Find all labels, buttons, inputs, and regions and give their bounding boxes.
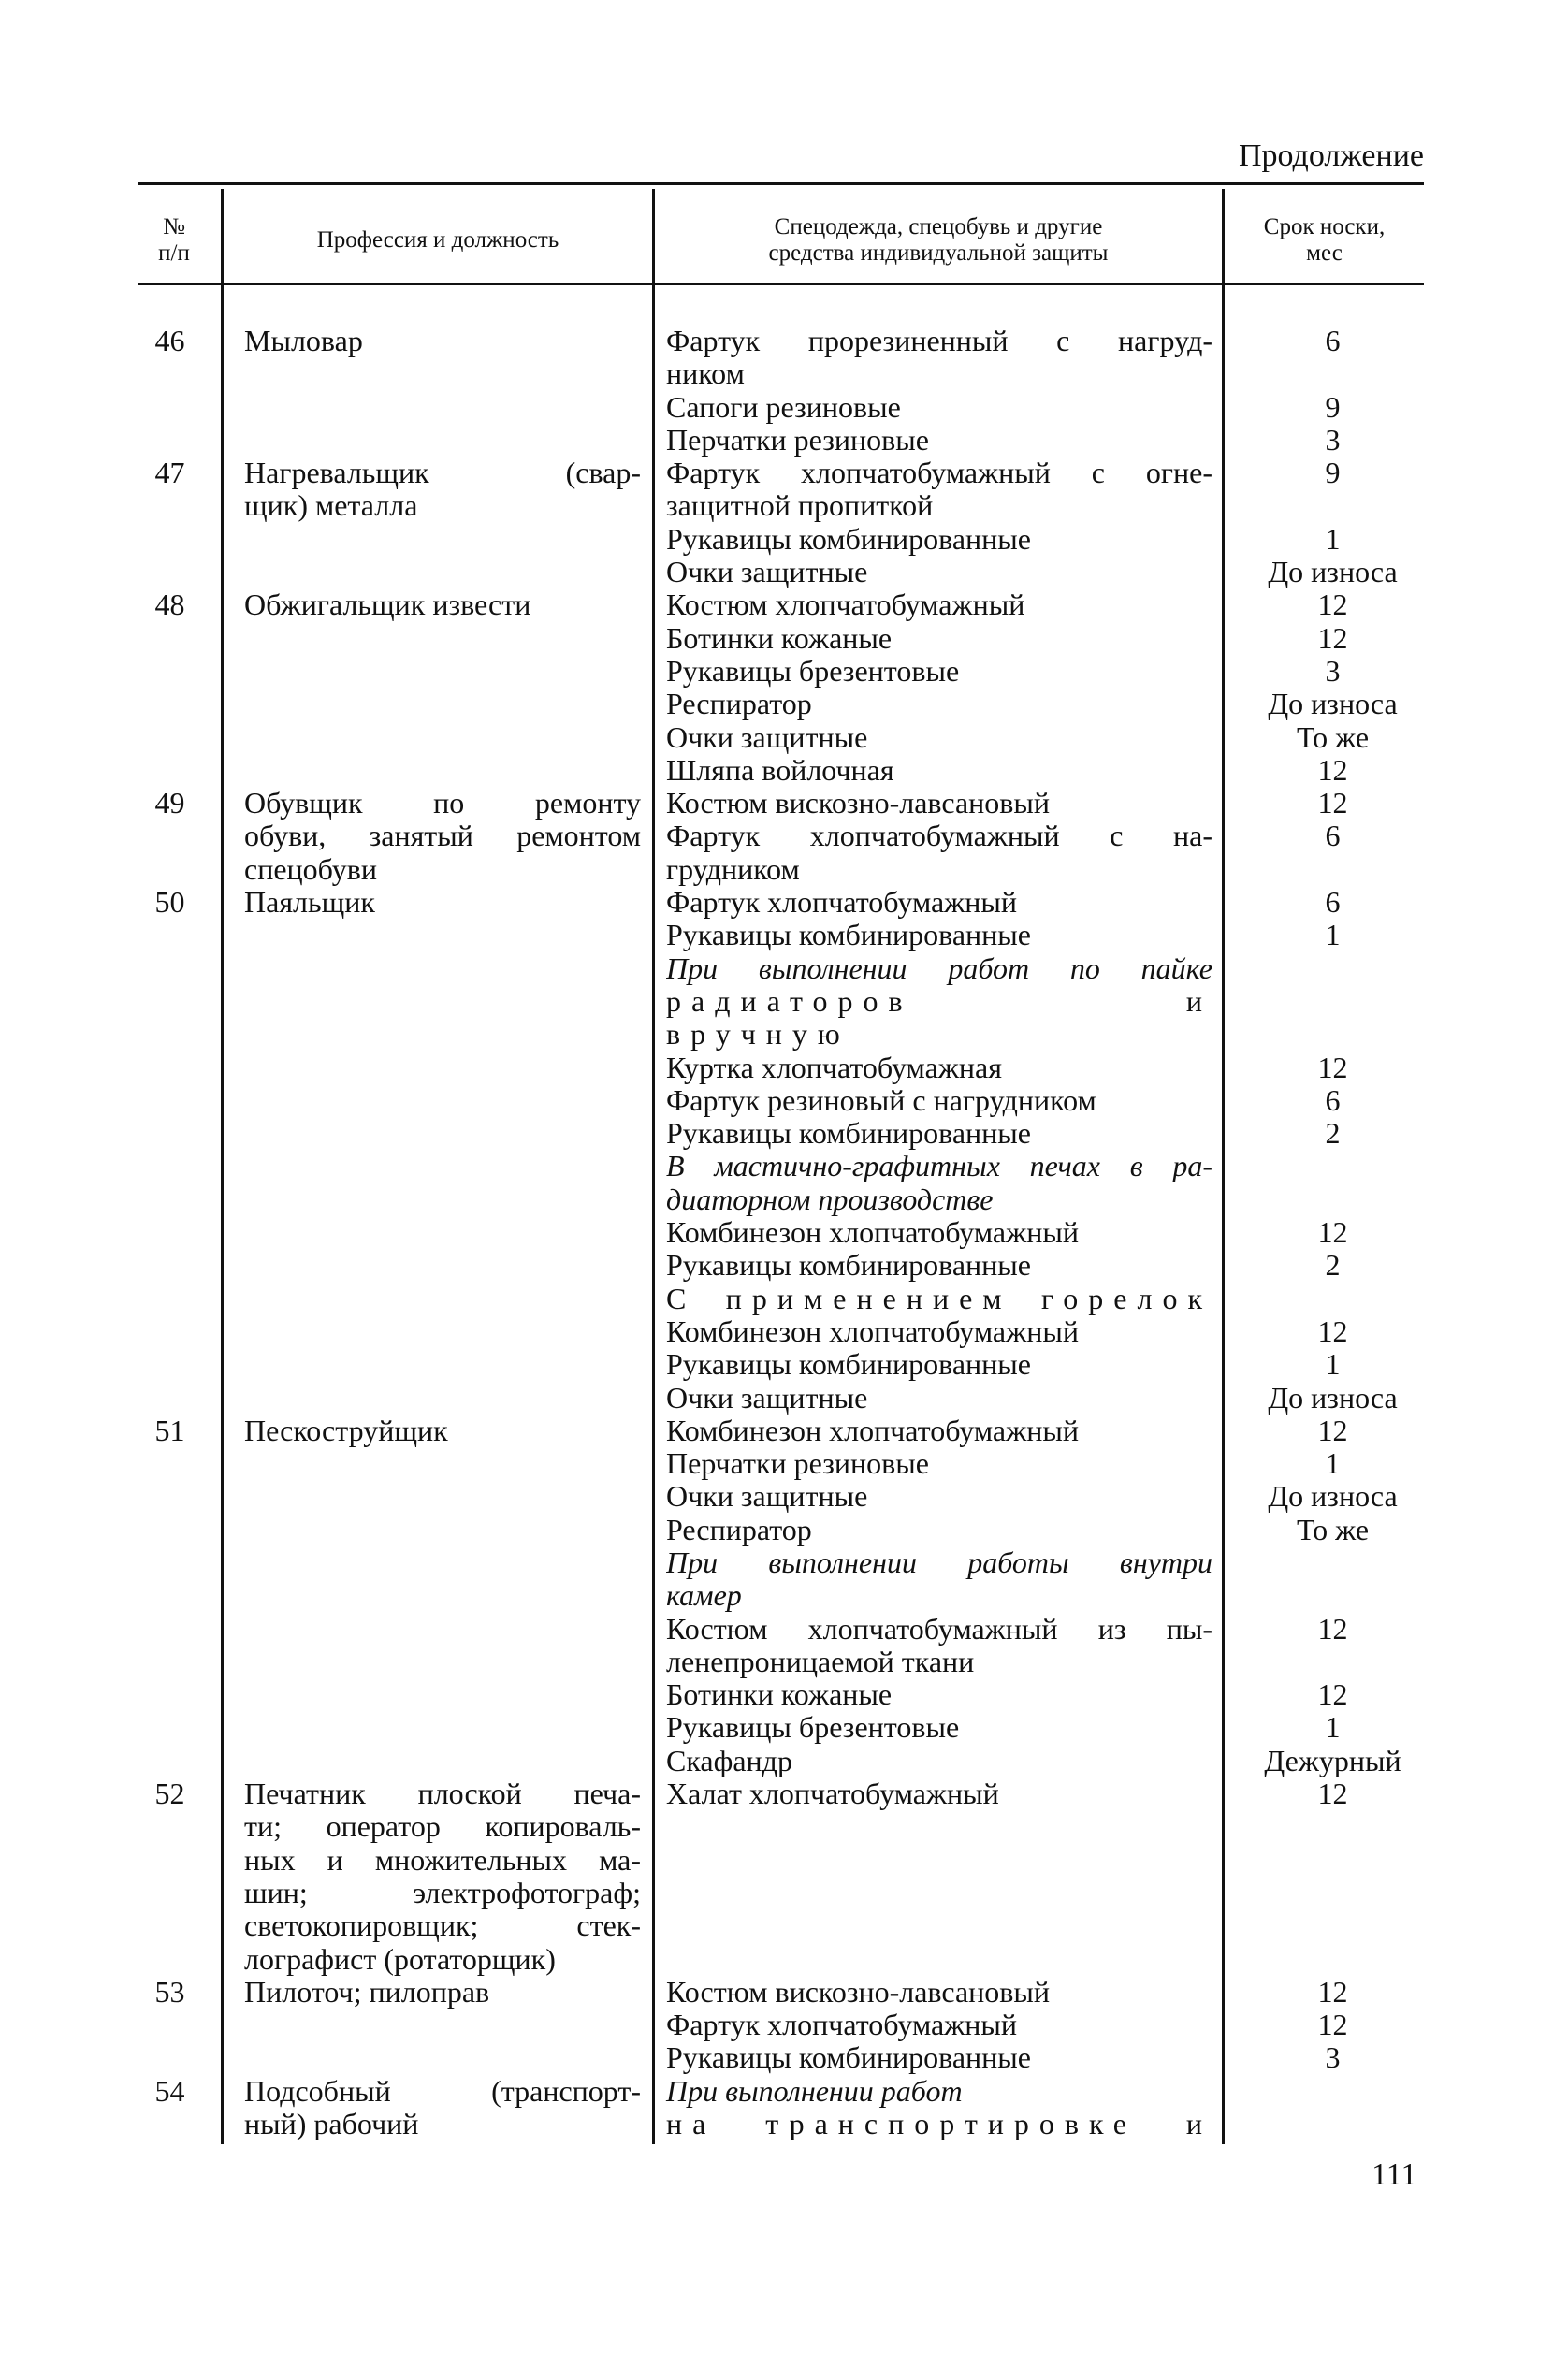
equipment-line: Фартук резиновый с нагрудником [666,1082,1096,1117]
profession-cell [222,886,653,1415]
term-blank [1241,853,1424,886]
header-top-rule [138,182,1424,185]
equipment-line: При выполнении работ [666,2073,963,2108]
term-blank [1241,1150,1424,1182]
term-cell [1223,787,1424,886]
profession-line: лографист (ротаторщик) [244,1941,556,1976]
header-profession [224,200,652,281]
header-equipment-line: Спецодежда, спецобувь и другие [774,214,1103,239]
equipment-line: Рукавицы брезентовые [666,653,960,688]
equipment-line: Очки защитные [666,1479,868,1514]
term-value: 1 [1325,1347,1341,1382]
profession-cell [222,2075,653,2141]
term-value: До износа [1268,1479,1398,1514]
entry-number: 52 [154,1777,185,1811]
header-equipment [655,200,1222,281]
continued-label: Продолжение [1238,138,1424,173]
equipment-line: Рукавицы комбинированные [666,1347,1031,1382]
term-cell [1223,1415,1424,1777]
profession-cell [222,457,653,588]
equipment-line: Костюм хлопчатобумажный [666,588,1025,622]
equipment-cell [653,588,1223,787]
header-bottom-rule [138,283,1424,285]
term-value: Дежурный [1264,1743,1401,1777]
equipment-line: Очки защитные [666,555,868,589]
term-blank [1241,2108,1424,2140]
term-value: 12 [1317,1313,1348,1348]
term-value: До износа [1268,555,1398,589]
term-cell [1223,588,1424,787]
term-blank [1241,489,1424,522]
term-value: 12 [1317,1050,1348,1084]
equipment-line: Комбинезон хлопчатобумажный [666,1313,1079,1348]
equipment-line: При выполнении работ по пайке [666,951,1212,985]
profession-line: ных и множительных ма- [244,1843,641,1877]
term-cell [1223,457,1424,588]
table-row [138,787,1424,886]
term-blank [1241,1579,1424,1612]
header-term [1225,200,1424,281]
profession-line: Печатник плоской печа- [244,1777,641,1811]
term-value: 9 [1325,389,1341,424]
entry-number: 51 [154,1413,185,1447]
header-profession-line: Профессия и должность [316,227,559,253]
profession-line: обуви, занятый ремонтом [244,820,641,853]
equipment-line: Фартук прорезиненный с нагруд- [666,325,1212,357]
equipment-line: Ботинки кожаные [666,1677,893,1712]
header-num-line: № [163,214,185,239]
profession-line: Паяльщик [244,885,375,920]
equipment-line: защитной пропиткой [666,488,934,523]
term-value: 6 [1325,324,1341,357]
equipment-line: Рукавицы комбинированные [666,1116,1031,1151]
equipment-line: Костюм вискозно-лавсановый [666,1974,1050,2009]
equipment-line: Шляпа войлочная [666,752,894,787]
equipment-line: Костюм вискозно-лавсановый [666,786,1050,820]
profession-line: Пескоструйщик [244,1413,448,1447]
term-value: То же [1296,1512,1370,1546]
profession-line: щик) металла [244,488,418,523]
equipment-line: радиаторов и [666,984,1212,1018]
equipment-cell [653,787,1223,886]
header-term-line: мес [1306,240,1343,266]
term-blank [1241,985,1424,1018]
table-row [138,325,1424,457]
term-value: 1 [1325,918,1341,952]
equipment-line: Сапоги резиновые [666,389,901,424]
equipment-cell [653,457,1223,588]
equipment-line: Рукавицы комбинированные [666,2040,1031,2075]
profession-line: ный) рабочий [244,2107,419,2141]
term-value: До износа [1268,687,1398,721]
equipment-line: камер [666,1578,742,1613]
profession-cell [222,1777,653,1976]
entry-number: 53 [154,1974,185,2009]
term-value: 1 [1325,1710,1341,1745]
table-row [138,1976,1424,2075]
header-num-line: п/п [158,240,190,266]
profession-cell [222,1415,653,1777]
term-cell [1223,325,1424,457]
profession-cell [222,787,653,886]
page-number: 111 [1372,2157,1417,2192]
equipment-line: В мастично-графитных печах в ра- [666,1150,1212,1183]
table-row [138,1415,1424,1777]
profession-line: Обувщик по ремонту [244,787,641,820]
term-value: 12 [1317,1974,1348,2009]
term-value: 3 [1325,653,1341,688]
equipment-cell [653,2075,1223,2141]
term-value: 12 [1317,2008,1348,2042]
term-cell [1223,886,1424,1415]
term-value: 3 [1325,422,1341,457]
equipment-line: Очки защитные [666,719,868,754]
profession-line: спецобуви [244,851,377,886]
term-value: 12 [1317,786,1348,820]
equipment-line: Фартук хлопчатобумажный [666,2008,1018,2042]
term-value: 12 [1317,752,1348,787]
entry-number: 49 [154,786,185,820]
equipment-line: Комбинезон хлопчатобумажный [666,1413,1079,1447]
term-blank [1241,1018,1424,1051]
header-term-line: Срок носки, [1263,214,1386,239]
term-blank [1241,1646,1424,1678]
profession-cell [222,1976,653,2075]
term-value: 2 [1325,1116,1341,1151]
term-blank [1241,1283,1424,1315]
term-blank [1241,2075,1424,2108]
profession-line: ти; оператор копироваль- [244,1810,641,1844]
term-value: То же [1296,719,1370,754]
equipment-line: Очки защитные [666,1380,868,1415]
equipment-cell [653,1777,1223,1976]
term-value: 1 [1325,1446,1341,1481]
term-value: 3 [1325,2040,1341,2075]
equipment-cell [653,1415,1223,1777]
term-value: 6 [1325,819,1341,853]
equipment-line: ником [666,356,745,391]
term-value: 12 [1317,1677,1348,1712]
equipment-line: Комбинезон хлопчатобумажный [666,1215,1079,1250]
table-body [138,325,1424,2140]
term-value: До износа [1268,1380,1398,1415]
profession-line: Пилоточ; пилоправ [244,1974,490,2009]
equipment-line: диаторном производстве [666,1182,994,1216]
table-row [138,588,1424,787]
term-value: 12 [1317,1215,1348,1250]
term-value: 12 [1317,1611,1348,1646]
equipment-line: на транспортировке и [666,2108,1212,2141]
equipment-line: Фартук хлопчатобумажный с на- [666,820,1212,853]
term-value: 6 [1325,885,1341,920]
term-value: 12 [1317,588,1348,622]
term-blank [1241,952,1424,985]
equipment-line: Фартук хлопчатобумажный [666,885,1018,920]
profession-line: светокопировщик; стек- [244,1909,641,1943]
header-num [138,200,210,281]
equipment-line: С применением горелок [666,1282,1212,1315]
table-row [138,457,1424,588]
equipment-cell [653,886,1223,1415]
term-blank [1241,1183,1424,1216]
term-blank [1241,357,1424,390]
equipment-line: Респиратор [666,687,812,721]
profession-line: Мыловар [244,324,363,357]
term-value: 9 [1325,456,1341,490]
term-value: 6 [1325,1082,1341,1117]
term-blank [1241,1546,1424,1579]
table-row [138,1777,1424,1976]
profession-cell [222,325,653,457]
equipment-line: Респиратор [666,1512,812,1546]
profession-cell [222,588,653,787]
term-cell [1223,1976,1424,2075]
entry-number: 54 [154,2073,185,2108]
term-value: 12 [1317,1413,1348,1447]
equipment-line: Куртка хлопчатобумажная [666,1050,1002,1084]
equipment-line: При выполнении работы внутри [666,1545,1212,1579]
profession-line: Обжигальщик извести [244,588,531,622]
equipment-line: Костюм хлопчатобумажный из пы- [666,1612,1212,1646]
equipment-line: грудником [666,851,800,886]
equipment-line: Халат хлопчатобумажный [666,1777,999,1811]
equipment-line: ленепроницаемой ткани [666,1644,975,1678]
term-value: 2 [1325,1248,1341,1283]
term-value: 1 [1325,521,1341,556]
equipment-line: вручную [666,1017,850,1052]
equipment-line: Рукавицы брезентовые [666,1710,960,1745]
profession-line: шин; электрофотограф; [244,1876,641,1909]
term-cell [1223,2075,1424,2141]
equipment-line: Ботинки кожаные [666,620,893,655]
equipment-cell [653,325,1223,457]
entry-number: 47 [154,456,185,490]
header-equipment-line: средства индивидуальной защиты [768,240,1109,266]
profession-line: Подсобный (транспорт- [244,2074,641,2108]
term-value: 12 [1317,1777,1348,1811]
table-row [138,2075,1424,2141]
equipment-line: Рукавицы комбинированные [666,521,1031,556]
equipment-line: Перчатки резиновые [666,422,929,457]
equipment-line: Перчатки резиновые [666,1446,929,1481]
equipment-cell [653,1976,1223,2075]
entry-number: 46 [154,324,185,357]
profession-line: Нагревальщик (свар- [244,457,641,490]
equipment-line: Фартук хлопчатобумажный с огне- [666,457,1212,490]
term-value: 12 [1317,620,1348,655]
entry-number: 48 [154,588,185,622]
equipment-line: Рукавицы комбинированные [666,918,1031,952]
equipment-line: Рукавицы комбинированные [666,1248,1031,1283]
term-cell [1223,1777,1424,1976]
entry-number: 50 [154,885,185,920]
table-row [138,886,1424,1415]
equipment-line: Скафандр [666,1743,792,1777]
